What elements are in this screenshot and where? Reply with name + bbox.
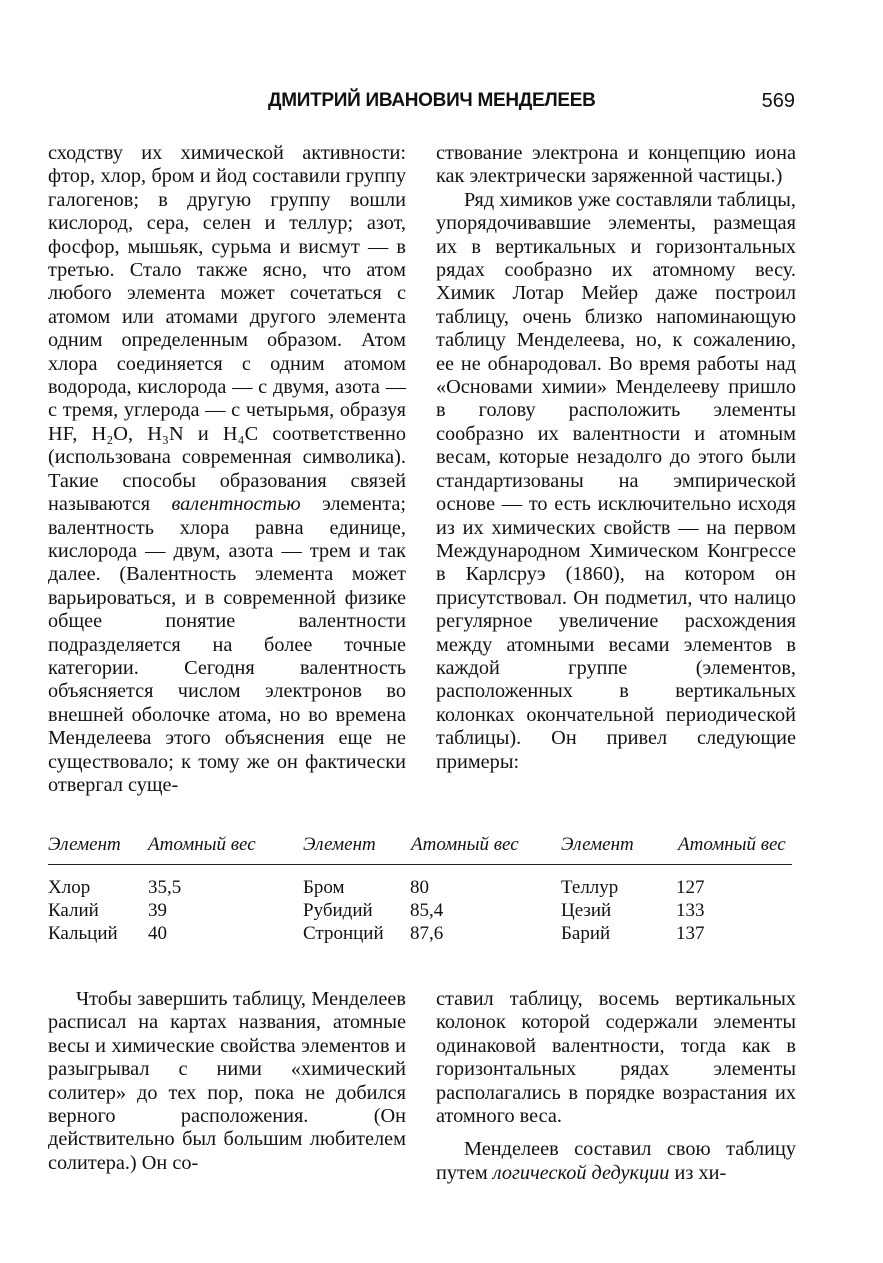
paragraph: ствование электрона и концепцию иона как электрически заряженной частицы.) [436, 142, 796, 188]
table-cell: Цезий [561, 900, 612, 921]
table-header-cell: Атомный вес [678, 834, 786, 855]
paragraph [436, 1138, 796, 1185]
table-header-cell: Атомный вес [148, 834, 256, 855]
table-cell: 39 [148, 900, 167, 921]
paragraph [48, 142, 406, 797]
table-cell: 127 [676, 877, 705, 898]
table-cell: Хлор [48, 877, 91, 898]
page-header [48, 90, 795, 120]
table-cell: Калий [48, 900, 99, 921]
paragraph-text: из хи- [674, 1161, 727, 1184]
table-cell: 80 [410, 877, 429, 898]
table-cell: 40 [148, 923, 167, 944]
table-row [48, 900, 792, 923]
table-cell: 133 [676, 900, 705, 921]
atomic-weights-table [48, 834, 792, 946]
table-header-cell: Элемент [303, 834, 376, 855]
table-cell: Теллур [561, 877, 619, 898]
paragraph-text: элемента; валентность хлора равна единице, кислорода — двум, азота — трем и так далее. (Валентность элемента может варьироваться, и в современной физике общее понятие валентности подразделяется на более точные категории. Сегодня валентность объясняется числом электронов во внешней оболочке атома, но во времена Менделеева этого объяснения еще не существовало; к тому же он фактически отвергал суще- [48, 493, 406, 796]
table-row [48, 923, 792, 946]
table-header [48, 834, 792, 865]
paragraph: Ряд химиков уже составляли таблицы, упорядочивавшие элементы, размещая их в вертикальных и горизонтальных рядах сообразно их атомному весу. Химик Лотар Мейер даже построил таблицу, очень близко напоминающую таблицу Менделеева, но, к сожалению, ее не обнародовал. Во время работы над «Основами химии» Менделееву пришло в голову расположить элементы сообразно их валентности и атомным весам, которые незадолго до этого были стандартизованы на эмпирической основе — то есть исключительно исходя из их химических свойств — на первом Международном Химическом Конгрессе в Карлсруэ (1860), на котором он присутствовал. Он подметил, что налицо регулярное увеличение расхождения между атомными весами элементов в каждой группе (элементов, расположенных в вертикальных колонках окончательной периодической таблицы). Он привел следующие примеры: [436, 188, 796, 773]
table-cell: 137 [676, 923, 705, 944]
paragraph: ставил таблицу, восемь вертикальных колонок которой содержали элементы одинаковой валентности, тогда как в горизонтальных рядах элементы располагались в порядке возрастания их атомного веса. [436, 988, 796, 1128]
table-cell: Рубидий [303, 900, 373, 921]
text-column-left-top [48, 142, 406, 797]
table-body [48, 877, 792, 946]
table-cell: Стронций [303, 923, 384, 944]
table-cell: Кальций [48, 923, 118, 944]
emphasized-term: логической дедукции [492, 1161, 670, 1184]
paragraph-text: Менделеев составил свою таблицу путем [436, 1138, 796, 1184]
emphasized-term: валентностью [171, 493, 301, 516]
table-row [48, 877, 792, 900]
text-column-right-bottom [436, 988, 796, 1185]
page-number: 569 [761, 90, 795, 112]
table-cell: Барий [561, 923, 611, 944]
table-header-cell: Элемент [48, 834, 121, 855]
text-column-right-top [436, 142, 796, 774]
table-cell: 35,5 [148, 877, 182, 898]
running-title: ДМИТРИЙ ИВАНОВИЧ МЕНДЕЛЕЕВ [268, 90, 596, 111]
table-header-cell: Атомный вес [411, 834, 519, 855]
table-header-cell: Элемент [561, 834, 634, 855]
table-cell: Бром [303, 877, 345, 898]
text-column-left-bottom [48, 988, 406, 1175]
table-cell: 85,4 [410, 900, 444, 921]
table-cell: 87,6 [410, 923, 444, 944]
paragraph: Чтобы завершить таблицу, Менделеев расписал на картах названия, атомные весы и химические свойства элементов и разыгрывал с ними «химический солитер» до тех пор, пока не добился верного расположения. (Он действительно был большим любителем солитера.) Он со- [48, 988, 406, 1174]
paragraph-text: сходству их химической активности: фтор, хлор, бром и йод составили группу галогенов; в другую группу вошли кислород, сера, селен и теллур; азот, фосфор, мышьяк, сурьма и висмут — в третью. Стало также ясно, что атом любого элемента может сочетаться с атомом или атомами другого элемента одним определенным образом. Атом хлора соединяется с одним атомом водорода, кислорода — с двумя, азота — с тремя, углерода — с четырьмя, образуя HF, H₂O, H₃N и H₄C соответственно (использована современная символика). Такие способы образования связей называются [48, 142, 406, 516]
